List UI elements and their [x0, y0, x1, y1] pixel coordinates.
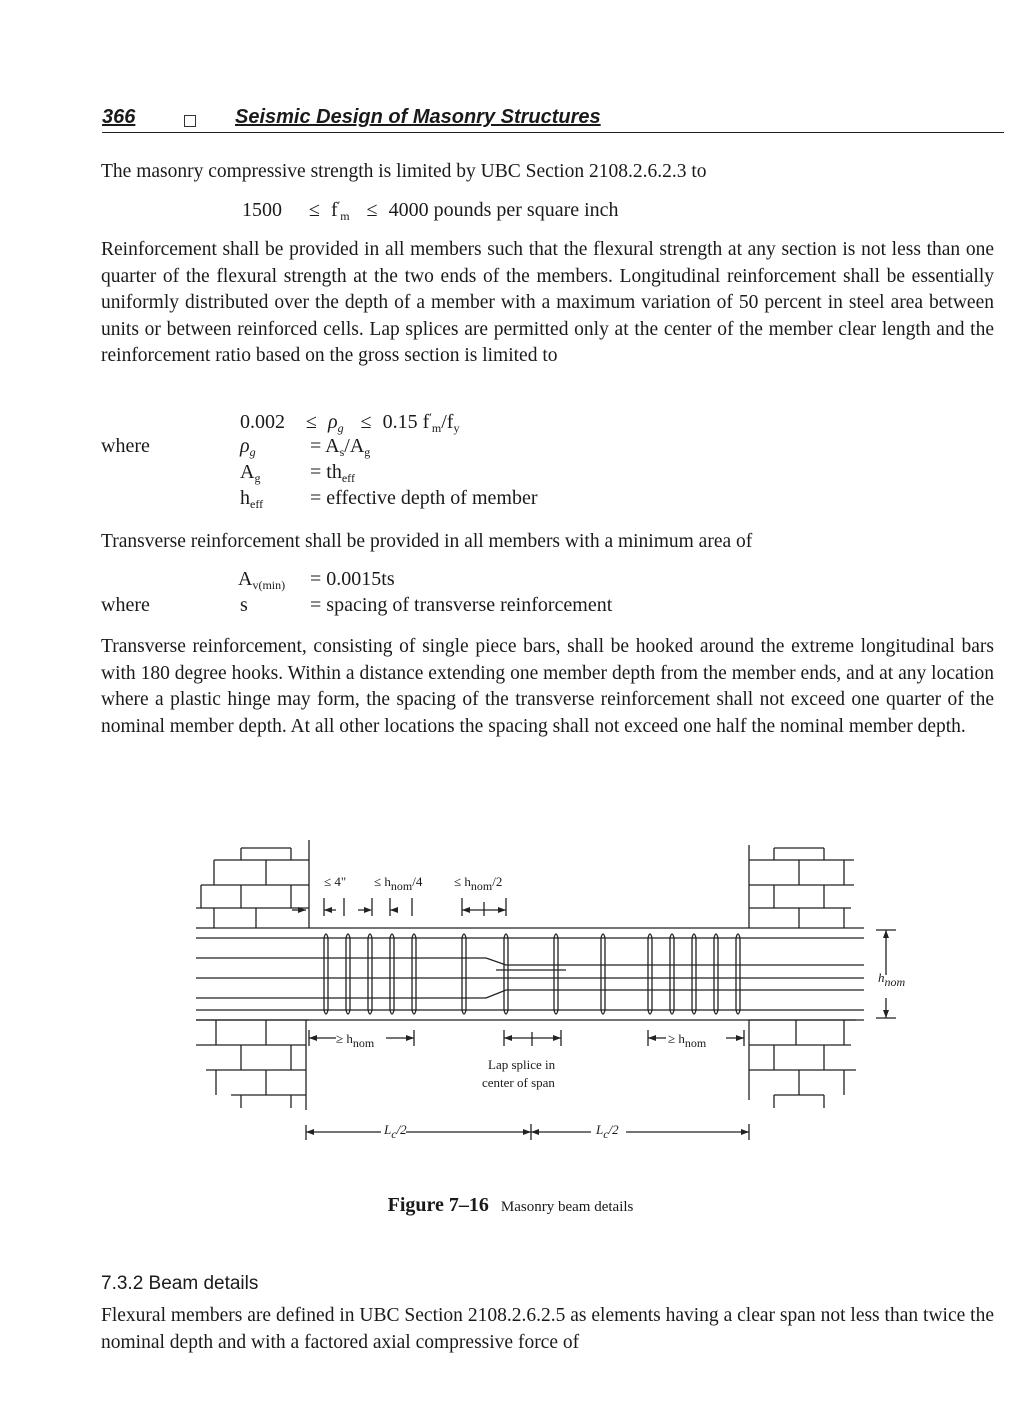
page-number: 366: [102, 106, 136, 128]
dim-label-hnom-depth: $h_{nom}$: [878, 970, 906, 989]
beam-detail-drawing: [196, 840, 916, 1150]
where1-def-rho: = $A_s/A_g$: [310, 435, 371, 459]
running-title: Seismic Design of Masonry Structures: [235, 106, 601, 128]
where1-sym-rho: $\rho_g$: [240, 435, 256, 459]
where2-def: = spacing of transverse reinforcement: [310, 594, 613, 616]
section-heading: 7.3.2 Beam details: [101, 1273, 259, 1294]
where1-sym-heff: $h_{eff}$: [240, 487, 264, 511]
eq1-leq-2: ≤: [366, 199, 378, 221]
figure-caption: [0, 1194, 1021, 1217]
where2-sym: s: [240, 594, 248, 616]
eq1-left: 1500: [242, 199, 282, 221]
eq2-left: 0.002: [240, 411, 285, 433]
dim-label-hnom-2: ≤ $h_{nom}/2$: [454, 874, 503, 893]
eq3-def: = 0.0015ts: [310, 568, 395, 590]
span-label-right: $L_c/2$: [596, 1122, 619, 1141]
eq2-right: 0.15 $f'_m/f_y$: [382, 410, 460, 435]
where-label-2: where: [101, 594, 150, 616]
dim-label-hnom-4: ≤ $h_{nom}/4$: [374, 874, 423, 893]
figure-caption-label: Figure 7–16: [387, 1194, 489, 1216]
eq2-var: $\rho_g$: [327, 411, 344, 435]
paragraph-beam-details: Flexural members are defined in UBC Section 2108.2.6.2.5 as elements having a clear span not less than twice the nominal depth and with a factored axial compressive force of: [101, 1305, 994, 1353]
equation-fm-limits: [242, 198, 619, 222]
eq2-leq-1: ≤: [306, 411, 317, 433]
eq1-right: 4000 pounds per square inch: [388, 199, 619, 221]
lap-splice-label-1: Lap splice in: [488, 1057, 556, 1072]
paragraph-reinforcement: Reinforcement shall be provided in all members such that the flexural strength at any section is not less than one quarter of the flexural strength at the two ends of the members. Longitudinal reinforcement shall be essentially uniformly distributed over the depth of a member with a maximum variation of 50 percent in steel area between units or between reinforced cells. Lap splices are permitted only at the center of the member clear length and the reinforcement ratio based on the gross section is limited to: [101, 239, 994, 366]
paragraph-compressive-strength: The masonry compressive strength is limited by UBC Section 2108.2.6.2.3 to: [101, 161, 707, 182]
eq2-leq-2: ≤: [360, 411, 372, 433]
where-label-1: where: [101, 435, 150, 457]
eq1-leq-1: ≤: [309, 199, 320, 221]
paragraph-transverse-hooks: Transverse reinforcement, consisting of single piece bars, shall be hooked around the extreme longitudinal bars with 180 degree hooks. Within a distance extending one member depth from the member ends, and at any location where a plastic hinge may form, the spacing of the transverse reinforcement shall not exceed one quarter of the nominal member depth. At all other locations the spacing shall not exceed one half the nominal member depth.: [101, 636, 994, 737]
eq1-var: $f'_m$: [330, 198, 350, 223]
where1-def-heff: = effective depth of member: [310, 487, 538, 509]
figure-masonry-beam: [196, 840, 916, 1150]
span-label-left: $L_c/2$: [384, 1122, 407, 1141]
header-separator-box: [184, 115, 196, 127]
where1-sym-ag: $A_g$: [240, 461, 261, 485]
eq3-sym: $A_{v(min)}$: [238, 568, 286, 592]
running-header: [102, 106, 1004, 133]
dim-label-bottom-right: ≥ $h_{nom}$: [668, 1031, 707, 1050]
where1-def-ag: = $th_{eff}$: [310, 461, 355, 485]
equation-rho-limits: [240, 410, 459, 434]
paragraph-transverse-min: Transverse reinforcement shall be provided in all members with a minimum area of: [101, 531, 753, 552]
lap-splice-label-2: center of span: [482, 1075, 555, 1090]
figure-caption-text: Masonry beam details: [500, 1199, 634, 1215]
dim-label-bottom-left: ≥ $h_{nom}$: [336, 1031, 375, 1050]
dim-label-4in: ≤ 4": [324, 874, 347, 889]
